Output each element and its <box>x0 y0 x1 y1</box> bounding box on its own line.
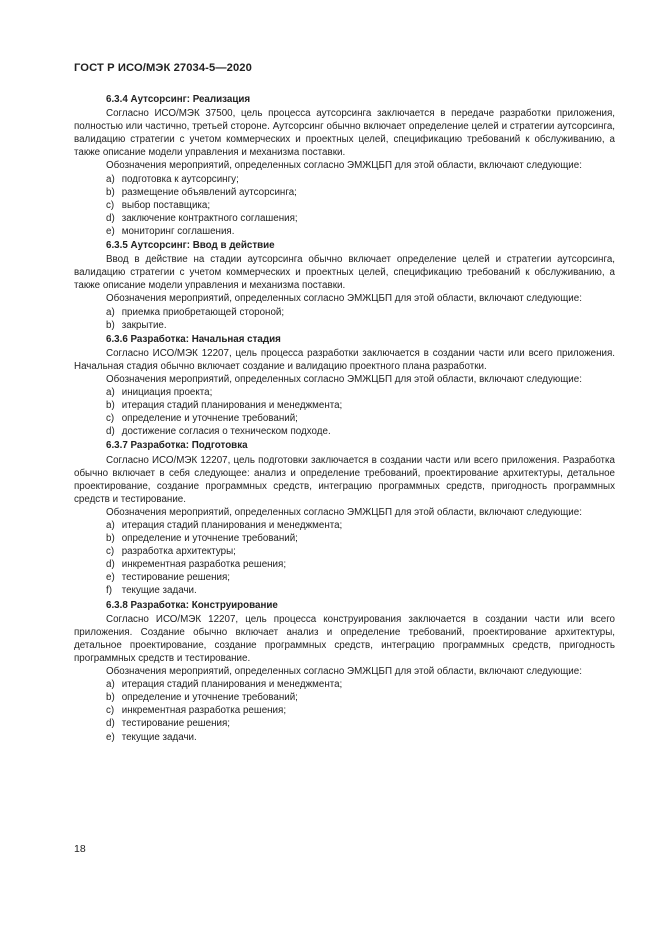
section-heading: 6.3.6 Разработка: Начальная стадия <box>106 333 281 345</box>
list-item-text: мониторинг соглашения. <box>121 225 235 237</box>
list-item-text: определение и уточнение требований; <box>121 533 298 545</box>
list-marker: d) <box>106 212 115 224</box>
list-item-text: размещение объявлений аутсорсинга; <box>121 186 297 198</box>
paragraph: Согласно ИСО/МЭК 12207, цель процесса разработки заключается в создании части или всего приложения. Начальная стадия обычно включает создание и валидацию проектного плана разработки. <box>74 347 615 372</box>
list-item <box>74 306 615 319</box>
section-heading: 6.3.4 Аутсорсинг: Реализация <box>106 94 251 105</box>
paragraph: Обозначения мероприятий, определенных согласно ЭМЖЦБП для этой области, включают следующие: <box>106 160 582 172</box>
list-item <box>74 386 615 399</box>
paragraph: Обозначения мероприятий, определенных согласно ЭМЖЦБП для этой области, включают следующие: <box>106 373 582 385</box>
paragraph: Обозначения мероприятий, определенных согласно ЭМЖЦБП для этой области, включают следующие: <box>106 506 582 518</box>
list-item-text: тестирование решения; <box>121 718 231 730</box>
list-marker: d) <box>106 559 115 571</box>
section-heading: 6.3.5 Аутсорсинг: Ввод в действие <box>106 240 275 252</box>
list-marker: c) <box>106 199 115 211</box>
list-item <box>74 425 615 438</box>
list-item <box>74 519 615 532</box>
list-item-text: инициация проекта; <box>121 387 213 399</box>
section <box>74 333 615 439</box>
list-marker: a) <box>106 387 115 399</box>
list-marker: b) <box>106 533 115 545</box>
list-item <box>74 399 615 412</box>
list-marker: b) <box>106 692 115 704</box>
section <box>74 239 615 332</box>
list-item <box>74 571 615 584</box>
sections-container <box>74 93 615 744</box>
list-item-text: тестирование решения; <box>121 572 231 584</box>
list-marker: f) <box>106 585 112 597</box>
list-item <box>74 678 615 691</box>
list-item <box>74 584 615 597</box>
section <box>74 599 615 744</box>
list-marker: b) <box>106 186 115 198</box>
list-item-text: выбор поставщика; <box>121 199 211 211</box>
list-item-text: инкрементная разработка решения; <box>121 705 287 717</box>
list-marker: e) <box>106 225 115 237</box>
list-item <box>74 704 615 717</box>
paragraph: Обозначения мероприятий, определенных согласно ЭМЖЦБП для этой области, включают следующие: <box>106 293 582 305</box>
list-item <box>74 212 615 225</box>
list-item-text: итерация стадий планирования и менеджмента; <box>121 520 343 531</box>
list-marker: c) <box>106 413 115 425</box>
section-heading: 6.3.7 Разработка: Подготовка <box>106 440 248 452</box>
list-marker: e) <box>106 572 115 584</box>
list-item <box>74 717 615 730</box>
list-item <box>74 199 615 212</box>
activity-list <box>74 306 615 332</box>
paragraph: Согласно ИСО/МЭК 12207, цель подготовки заключается в создании части или всего приложения. Разработка обычно включает в себя следующее: анализ и определение требований, проектирование архитектуры, детальное проектирование, создание программных средств, интеграцию программных средств, пригодность программных средств и тестирование. <box>74 454 615 505</box>
activity-list <box>74 519 615 598</box>
list-marker: d) <box>106 426 115 438</box>
document-body <box>74 92 615 744</box>
list-item <box>74 691 615 704</box>
list-item <box>74 558 615 571</box>
list-item-text: итерация стадий планирования и менеджмента; <box>121 679 343 691</box>
list-item-text: подготовка к аутсорсингу; <box>121 173 239 185</box>
list-marker: c) <box>106 546 115 558</box>
list-item-text: инкрементная разработка решения; <box>121 559 287 571</box>
list-item <box>74 173 615 186</box>
list-item <box>74 319 615 332</box>
list-item-text: заключение контрактного соглашения; <box>121 212 298 224</box>
list-item-text: определение и уточнение требований; <box>121 692 298 704</box>
paragraph: Обозначения мероприятий, определенных согласно ЭМЖЦБП для этой области, включают следующие: <box>106 666 582 678</box>
document-header: ГОСТ Р ИСО/МЭК 27034-5—2020 <box>74 62 252 74</box>
activity-list <box>74 386 615 438</box>
list-item-text: достижение согласия о техническом подходе. <box>121 426 331 438</box>
list-item <box>74 545 615 558</box>
list-marker: e) <box>106 731 115 743</box>
list-marker: a) <box>106 173 115 185</box>
list-marker: b) <box>106 400 115 412</box>
list-item-text: текущие задачи. <box>121 731 197 743</box>
activity-list <box>74 678 615 743</box>
paragraph: Согласно ИСО/МЭК 12207, цель процесса конструирования заключается в создании части или всего приложения. Создание обычно включает анализ и определение требований, проектирование архитектуры, детальное проектирование, создание программных средств, интеграцию программных средств, пригодность программных средств и тестирование. <box>74 613 615 664</box>
list-item <box>74 186 615 199</box>
section <box>74 93 615 238</box>
section-heading: 6.3.8 Разработка: Конструирование <box>106 599 278 611</box>
list-marker: a) <box>106 679 115 691</box>
list-marker: c) <box>106 705 115 717</box>
page-number: 18 <box>74 843 86 855</box>
list-item <box>74 412 615 425</box>
list-item <box>74 532 615 545</box>
paragraph: Ввод в действие на стадии аутсорсинга обычно включает определение целей и стратегии аутсорсинга, валидацию стратегии с учетом коммерческих и проектных целей, спецификацию требований к обслуживанию, а также описание модели управления и механизма поставки. <box>74 254 615 292</box>
list-item <box>74 225 615 238</box>
list-item-text: определение и уточнение требований; <box>121 413 298 425</box>
list-item-text: закрытие. <box>121 319 167 331</box>
list-marker: d) <box>106 718 115 730</box>
activity-list <box>74 173 615 238</box>
list-marker: b) <box>106 319 115 331</box>
list-marker: a) <box>106 520 115 531</box>
list-item-text: разработка архитектуры; <box>121 546 236 558</box>
list-item-text: текущие задачи. <box>121 585 197 597</box>
paragraph: Согласно ИСО/МЭК 37500, цель процесса аутсорсинга заключается в передаче разработки приложения, полностью или частично, третьей стороне. Аутсорсинг обычно включает определение целей и стратегии аутсорсинга, валидацию стратегии с учетом коммерческих и проектных целей, спецификацию требований к обслуживанию, а также описание модели управления и механизма поставки. <box>74 108 615 159</box>
list-item <box>74 731 615 744</box>
list-marker: a) <box>106 306 115 318</box>
section <box>74 439 615 597</box>
list-item-text: итерация стадий планирования и менеджмента; <box>121 400 343 412</box>
list-item-text: приемка приобретающей стороной; <box>121 306 285 318</box>
